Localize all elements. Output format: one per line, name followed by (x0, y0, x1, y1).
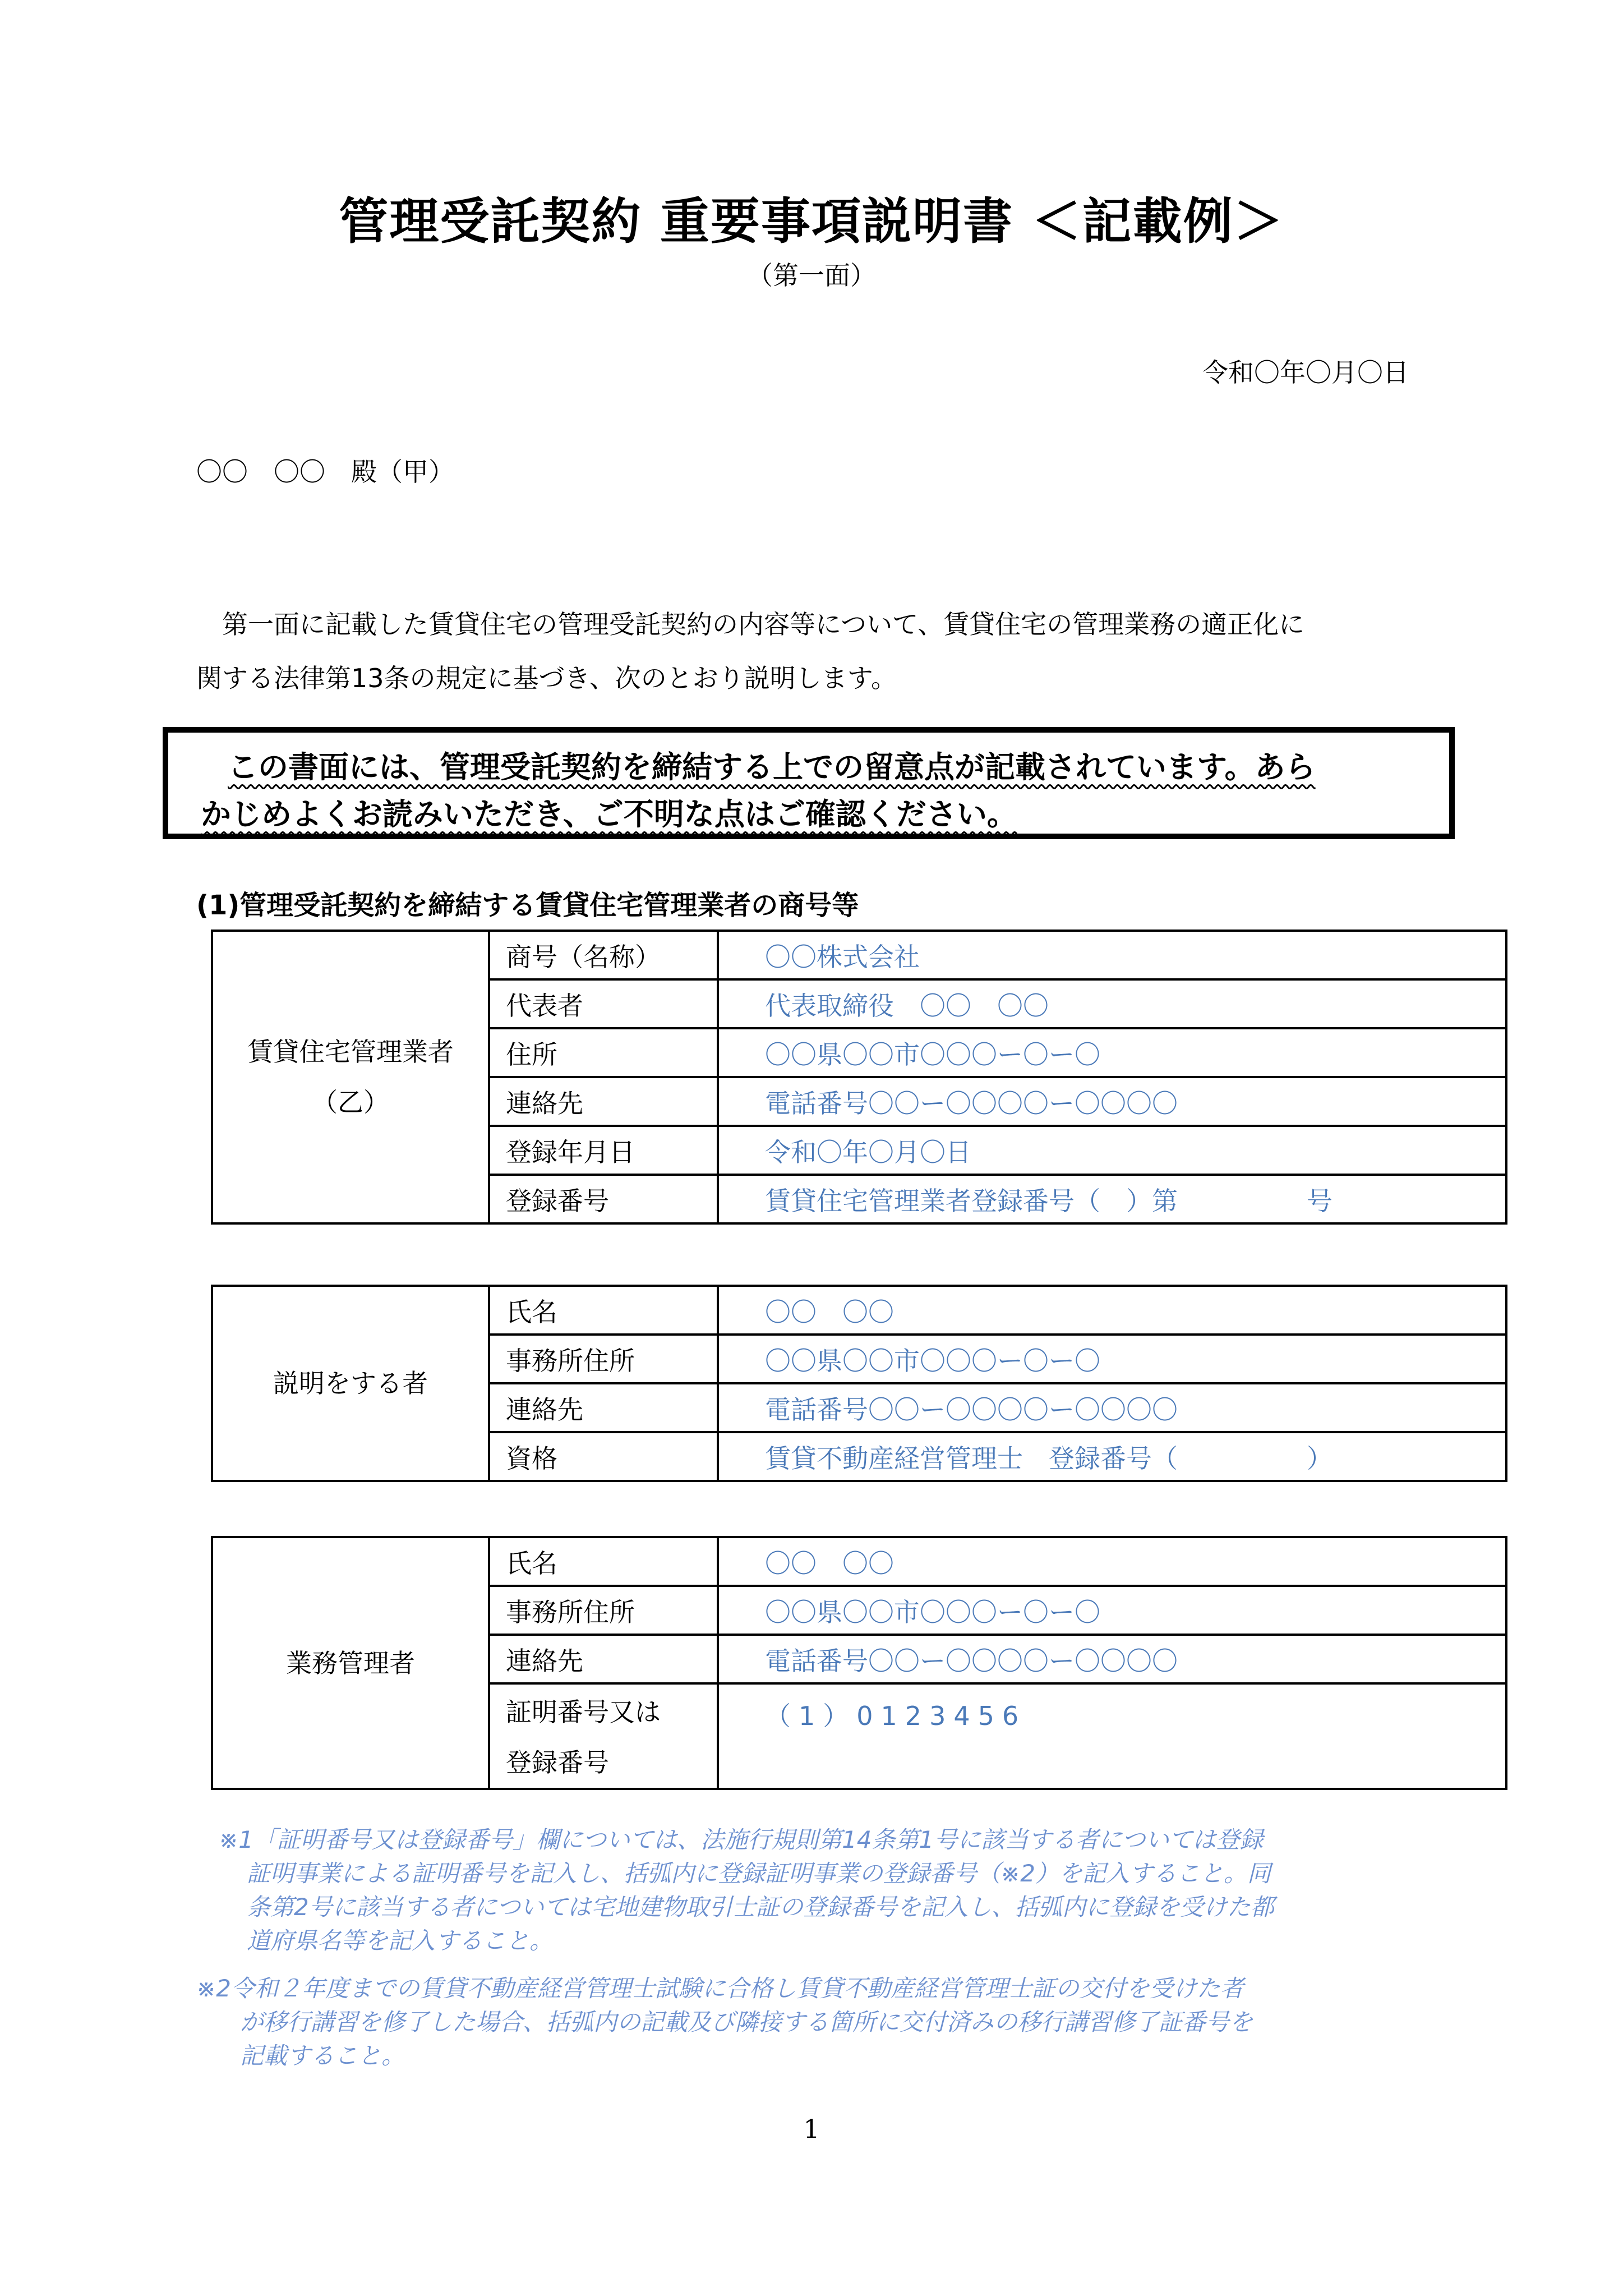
table-row (212, 1286, 1506, 1335)
row-label: 登録番号 (489, 1175, 718, 1223)
table-row (212, 1537, 1506, 1586)
section-heading: (1)管理受託契約を締結する賃貸住宅管理業者の商号等 (196, 890, 859, 921)
row-value: 〇〇県〇〇市〇〇〇ー〇ー〇 (718, 1586, 1506, 1635)
row-value: 〇〇県〇〇市〇〇〇ー〇ー〇 (718, 1028, 1506, 1077)
note-1: ※1「証明番号又は登録番号」欄については、法施行規則第14条第1号に該当する者については登録 証明事業による証明番号を記入し、括弧内に登録証明事業の登録番号（※2）を記入すること。同 条第2号に該当する者については宅地建物取引士証の登録番号を記入し、括弧内に登録を受けた都 道府県名等を記入すること。 (219, 1826, 1274, 1954)
cert-number-label: 証明番号又は 登録番号 (489, 1683, 718, 1789)
row-label: 事務所住所 (489, 1335, 718, 1383)
row-value: 〇〇 〇〇 (718, 1286, 1506, 1335)
table-row (212, 931, 1506, 979)
row-value: 令和〇年〇月〇日 (718, 1126, 1506, 1175)
notice-line-1: この書面には、管理受託契約を締結する上での留意点が記載されています。あら (228, 749, 1316, 785)
notice-line-2: かじめよくお読みいただき、ご不明な点はご確認ください。 (201, 797, 1017, 832)
intro-line-2: 関する法律第13条の規定に基づき、次のとおり説明します。 (196, 663, 897, 693)
manager-table (211, 930, 1507, 1225)
notice-box (163, 727, 1455, 839)
row-label: 連絡先 (489, 1077, 718, 1126)
row-label: 資格 (489, 1432, 718, 1481)
note-2: ※2令和２年度までの賃貸不動産経営管理士試験に合格し賃貸不動産経営管理士証の交付を受けた者 が移行講習を修了した場合、括弧内の記載及び隣接する箇所に交付済みの移行講習修了証番号を 記載すること。 (196, 1975, 1253, 2069)
row-label: 氏名 (489, 1537, 718, 1586)
row-value: 〇〇株式会社 (718, 931, 1506, 979)
cert-number-value: （1）0123456 (718, 1683, 1506, 1789)
row-label: 連絡先 (489, 1635, 718, 1683)
row-label: 連絡先 (489, 1383, 718, 1432)
page-number: 1 (803, 2114, 820, 2144)
row-label: 商号（名称） (489, 931, 718, 979)
row-label: 代表者 (489, 979, 718, 1028)
addressee: 〇〇 〇〇 殿（甲） (196, 457, 454, 487)
row-value: 電話番号〇〇ー〇〇〇〇ー〇〇〇〇 (718, 1383, 1506, 1432)
row-value: 代表取締役 〇〇 〇〇 (718, 979, 1506, 1028)
page-subtitle: （第一面） (747, 260, 876, 291)
row-value: 賃貸住宅管理業者登録番号（ ）第 号 (718, 1175, 1506, 1223)
intro-paragraph (196, 597, 1441, 705)
explainer-table (211, 1285, 1507, 1482)
row-label: 登録年月日 (489, 1126, 718, 1175)
row-value: 〇〇 〇〇 (718, 1537, 1506, 1586)
explainer-group-label: 説明をする者 (212, 1286, 489, 1481)
business-manager-group-label: 業務管理者 (212, 1537, 489, 1789)
row-value: 電話番号〇〇ー〇〇〇〇ー〇〇〇〇 (718, 1077, 1506, 1126)
row-value: 〇〇県〇〇市〇〇〇ー〇ー〇 (718, 1335, 1506, 1383)
business-manager-table (211, 1536, 1507, 1790)
row-label: 氏名 (489, 1286, 718, 1335)
document-title: 管理受託契約 重要事項説明書 ＜記載例＞ (339, 192, 1284, 250)
row-label: 住所 (489, 1028, 718, 1077)
manager-group-label: 賃貸住宅管理業者 （乙） (212, 931, 489, 1223)
row-label: 事務所住所 (489, 1586, 718, 1635)
row-value: 電話番号〇〇ー〇〇〇〇ー〇〇〇〇 (718, 1635, 1506, 1683)
intro-line-1: 第一面に記載した賃貸住宅の管理受託契約の内容等について、賃貸住宅の管理業務の適正化に (222, 609, 1305, 639)
row-value: 賃貸不動産経営管理士 登録番号（ ） (718, 1432, 1506, 1481)
document-date: 令和〇年〇月〇日 (1202, 357, 1409, 388)
